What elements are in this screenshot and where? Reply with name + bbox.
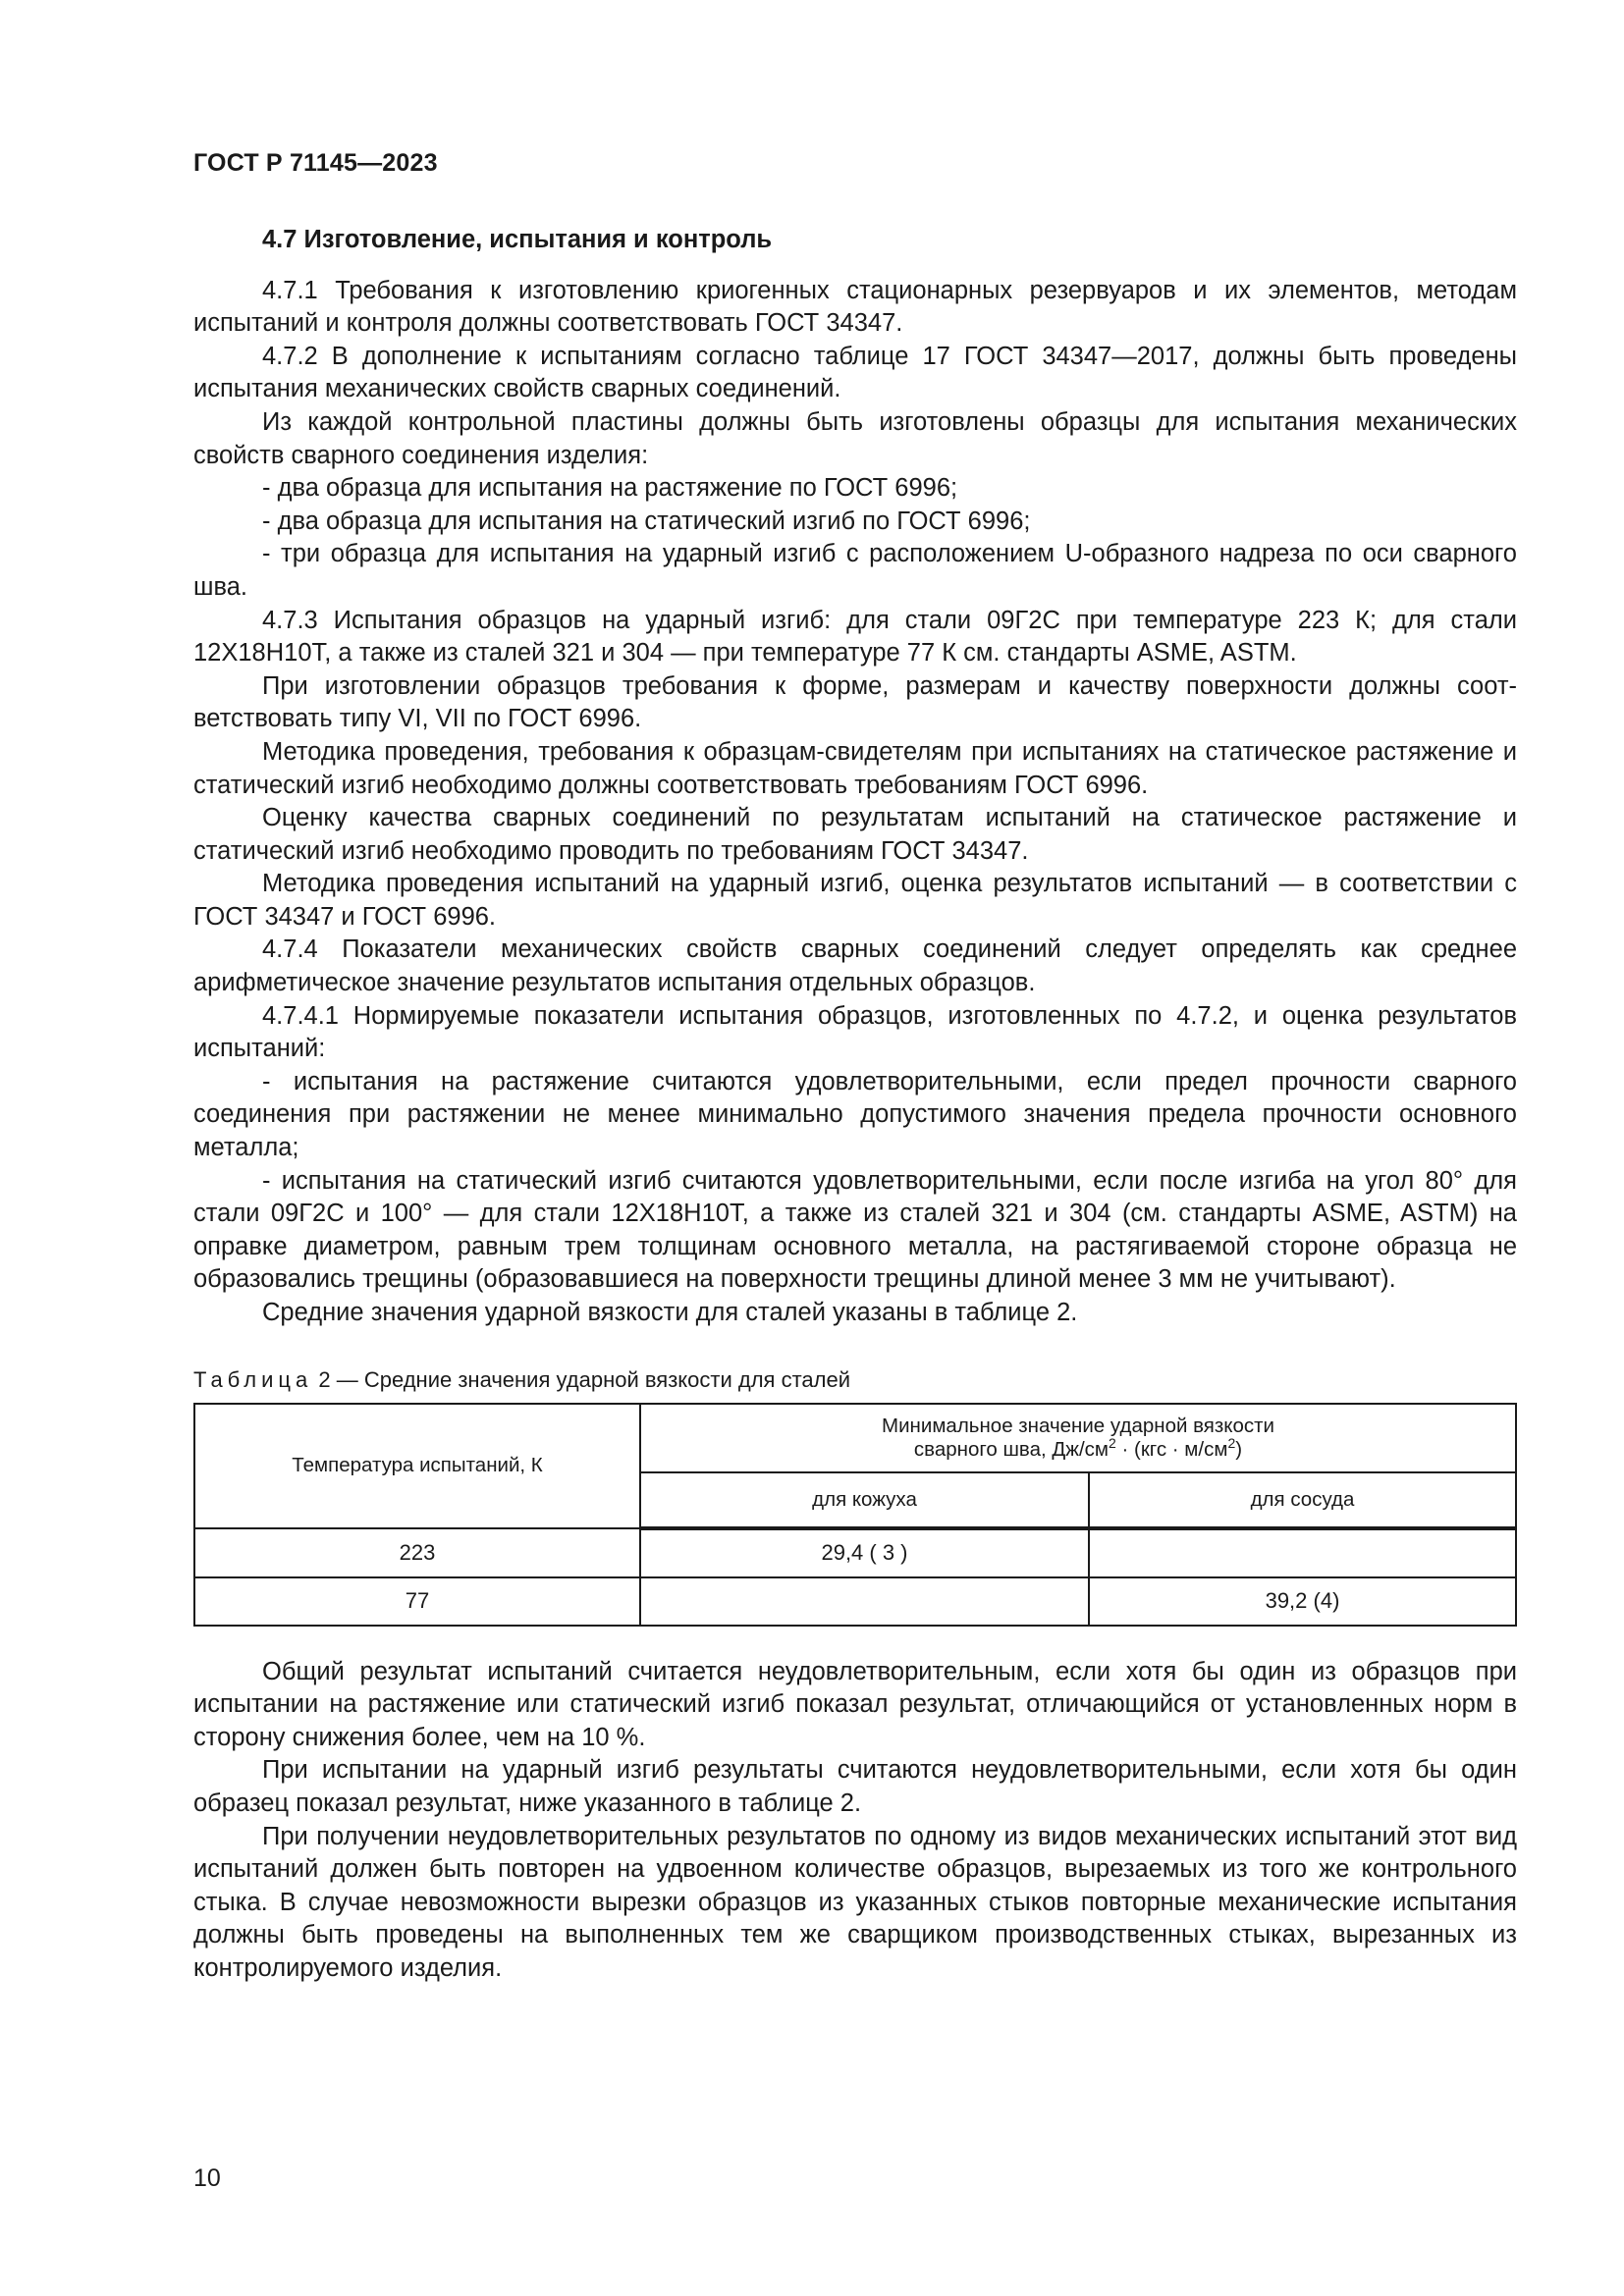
cell-vessel [1089,1528,1516,1577]
paragraph: Из каждой контрольной пластины должны быть изготовлены образцы для испытания механических свойств сварного соединения изделия: [193,407,1517,469]
document-body [193,224,1517,1986]
table-row [194,1577,1516,1626]
cell-vessel: 39,2 (4) [1089,1577,1516,1626]
paragraph: При получении неудовлетворительных результатов по одному из видов механических испытаний этот вид испытаний должен быть повторен на удвоенном количестве образцов, вырезаемых из того же контрольного стыка. В случае невозможности вырезки образцов из указанных стыков повторные механические испытания должны быть проведены на выполненных тем же сварщиком производственных стыках, вырезанных из контролируемого изделия. [193,1822,1517,1982]
paragraph: Методика проведения испытаний на ударный изгиб, оценка результатов испытаний — в соответствии с ГОСТ 34347 и ГОСТ 6996. [193,870,1517,931]
paragraph: Средние значения ударной вязкости для сталей указаны в таблице 2. [262,1299,1078,1326]
table-caption [193,1367,1517,1393]
paragraph: 4.7.1 Требования к изготовлению криогенных стационарных резервуаров и их элементов, методам испытаний и контроля должны соответствовать ГОСТ 34347. [193,276,1517,338]
header-min-line1: Минимальное значение ударной вязкости [882,1414,1274,1437]
cell-shell: 29,4 ( 3 ) [640,1528,1089,1577]
cell-temperature: 223 [194,1528,640,1577]
header-vessel: для сосуда [1089,1472,1516,1528]
paragraph: Общий результат испытаний считается неудовлетворительным, если хотя бы один из образцов при испытании на растяжение или статический изгиб показал результат, отличающийся от установленных норм в сторону снижения более, чем на 10 %. [193,1657,1517,1751]
header-temperature: Температура испытаний, К [194,1404,640,1528]
paragraphs-before-table [193,275,1517,1330]
cell-shell [640,1577,1089,1626]
paragraph: 4.7.4 Показатели механических свойств сварных соединений следует определять как среднее арифметическое значение результатов испытания отдельных образцов. [193,935,1517,997]
header-shell: для кожуха [640,1472,1089,1528]
table-caption-label: Таблица [193,1366,313,1392]
paragraph: При изготовлении образцов требования к форме, размерам и качеству поверхности должны соответствовать типу VI, VII по ГОСТ 6996. [193,671,1517,733]
paragraph: При испытании на ударный изгиб результаты считаются неудовлетворительными, если хотя бы один образец показал результат, ниже указанного в таблице 2. [193,1756,1517,1817]
paragraph: 4.7.3 Испытания образцов на ударный изгиб: для стали 09Г2С при температуре 223 К; для стали 12Х18Н10Т, а также из сталей 321 и 304 — при температуре 77 К см. стандарты ASME, ASTM. [193,606,1517,667]
paragraph: 4.7.2 В дополнение к испытаниям согласно таблице 17 ГОСТ 34347—2017, должны быть проведены испытания механических свойств сварных соединений. [193,342,1517,403]
table-header-row [194,1404,1516,1472]
document-code-header: ГОСТ Р 71145—2023 [193,149,438,177]
table-caption-text: 2 — Средние значения ударной вязкости для сталей [312,1366,850,1392]
paragraph: Оценку качества сварных соединений по результатам испытаний на статическое растяжение и статический изгиб необходимо проводить по требованиям ГОСТ 34347. [193,804,1517,865]
list-item: - испытания на статический изгиб считаются удовлетворительными, если после изгиба на угол 80° для стали 09Г2С и 100° — для стали 12Х18Н10Т, а также из сталей 321 и 304 (см. стандарты ASME, ASTM) на оправке диаметром, равным трем толщинам основного металла, на растягиваемой стороне образца не образовались трещины (образовавшиеся на поверхности трещины длиной менее 3 мм не учитывают). [193,1166,1517,1294]
section-title: 4.7 Изготовление, испытания и контроль [262,226,773,253]
page-number: 10 [193,2164,221,2192]
paragraph: 4.7.4.1 Нормируемые показатели испытания образцов, изготовленных по 4.7.2, и оценка результатов испытаний: [193,1001,1517,1063]
table-row [194,1528,1516,1577]
list-item: - три образца для испытания на ударный изгиб с расположением U-образного надреза по оси сварного шва. [193,540,1517,601]
cell-temperature: 77 [194,1577,640,1626]
list-item: - два образца для испытания на статический изгиб по ГОСТ 6996; [262,507,1031,535]
paragraphs-after-table [193,1656,1517,1986]
paragraph: Методика проведения, требования к образцам-свидетелям при испытаниях на статическое растяжение и статический изгиб необходимо должны соответствовать требованиям ГОСТ 6996. [193,737,1517,799]
list-item: - два образца для испытания на растяжение по ГОСТ 6996; [262,474,958,503]
impact-strength-table [193,1403,1517,1627]
header-min-line2: сварного шва, $Дж/см^2 \cdot (кгс \cdot м/см^2)$ [913,1434,1243,1461]
header-min-value [640,1404,1516,1472]
list-item: - испытания на растяжение считаются удовлетворительными, если предел прочности сварного соединения при растяжении не менее минимально допустимого значения предела прочности основного металла; [193,1067,1517,1162]
